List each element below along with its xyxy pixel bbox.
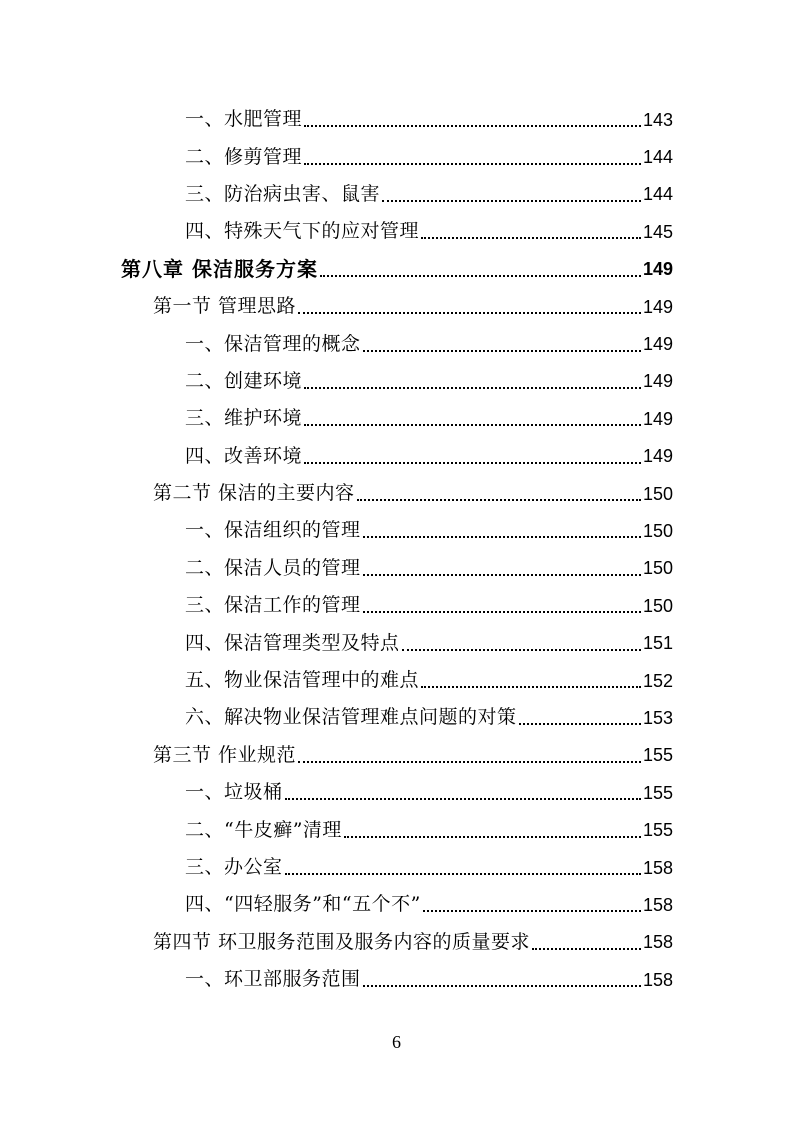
toc-entry-title: 一、垃圾桶: [185, 781, 283, 804]
toc-entry-title: 三、维护环境: [185, 407, 303, 430]
toc-entry-page: 153: [642, 707, 673, 728]
toc-entry-title: 一、保洁管理的概念: [185, 332, 361, 355]
toc-entry-page: 149: [642, 408, 673, 429]
dot-leader: [304, 368, 641, 389]
toc-entry-title: 五、物业保洁管理中的难点: [185, 669, 420, 692]
toc-section-title: 第三节 作业规范: [153, 743, 297, 766]
toc-entry-page: 158: [642, 857, 673, 878]
toc-entry-page: 145: [642, 221, 673, 242]
dot-leader: [519, 704, 641, 725]
toc-chapter-entry[interactable]: [0, 251, 673, 288]
dot-leader: [421, 667, 641, 688]
toc-entry-title: 一、水肥管理: [185, 108, 303, 131]
toc-entry[interactable]: [0, 400, 673, 437]
toc-entry-page: 155: [642, 782, 673, 803]
toc-entry[interactable]: [0, 811, 673, 848]
toc-entry-title: 一、环卫部服务范围: [185, 968, 361, 991]
dot-leader: [304, 144, 641, 165]
toc-entry-page: 151: [642, 633, 673, 654]
dot-leader: [285, 779, 641, 800]
toc-entry[interactable]: [0, 886, 673, 923]
toc-entry-title: 二、修剪管理: [185, 145, 303, 168]
toc-entry[interactable]: [0, 961, 673, 998]
toc-entry[interactable]: [0, 550, 673, 587]
dot-leader: [402, 630, 641, 651]
dot-leader: [363, 517, 641, 538]
toc-entry-title: 二、保洁人员的管理: [185, 556, 361, 579]
toc-entry[interactable]: [0, 138, 673, 175]
toc-entry-title: 四、改善环境: [185, 444, 303, 467]
toc-chapter-title: 第八章 保洁服务方案: [121, 257, 318, 282]
toc-entry-page: 149: [642, 371, 673, 392]
dot-leader: [344, 817, 641, 838]
toc-entry-title: 三、保洁工作的管理: [185, 594, 361, 617]
toc-section-entry[interactable]: [0, 288, 673, 325]
dot-leader: [304, 405, 641, 426]
page-number: 6: [392, 1032, 401, 1052]
dot-leader: [363, 555, 641, 576]
toc-entry[interactable]: [0, 438, 673, 475]
toc-entry-page: 149: [642, 259, 673, 280]
toc-entry-title: 六、解决物业保洁管理难点问题的对策: [185, 706, 517, 729]
toc-section-entry[interactable]: [0, 737, 673, 774]
dot-leader: [423, 891, 641, 912]
toc-entry-page: 158: [642, 932, 673, 953]
toc-entry-page: 144: [642, 184, 673, 205]
toc-entry-page: 158: [642, 969, 673, 990]
dot-leader: [285, 854, 641, 875]
toc-entry[interactable]: [0, 662, 673, 699]
dot-leader: [298, 293, 641, 314]
toc-entry-page: 149: [642, 296, 673, 317]
dot-leader: [304, 106, 641, 127]
dot-leader: [382, 181, 641, 202]
dot-leader: [532, 929, 641, 950]
toc-entry[interactable]: [0, 587, 673, 624]
toc-entry-page: 143: [642, 109, 673, 130]
toc-entry-title: 四、保洁管理类型及特点: [185, 631, 400, 654]
toc-entry-page: 158: [642, 894, 673, 915]
dot-leader: [363, 592, 641, 613]
dot-leader: [320, 256, 641, 277]
toc-section-entry[interactable]: [0, 475, 673, 512]
dot-leader: [363, 331, 641, 352]
toc-entry[interactable]: [0, 624, 673, 661]
toc-entry[interactable]: [0, 101, 673, 138]
toc-entry-page: 144: [642, 147, 673, 168]
dot-leader: [298, 742, 641, 763]
toc-entry-title: 三、办公室: [185, 856, 283, 878]
dot-leader: [363, 966, 641, 987]
toc-entry-page: 152: [642, 670, 673, 691]
toc-entry-page: 149: [642, 334, 673, 355]
toc-entry-page: 150: [642, 483, 673, 504]
toc-entry-page: 149: [642, 446, 673, 467]
toc-entry-title: 二、创建环境: [185, 369, 303, 392]
dot-leader: [304, 443, 641, 464]
toc-entry[interactable]: [0, 363, 673, 400]
toc-entry[interactable]: [0, 325, 673, 362]
toc-entry-page: 150: [642, 520, 673, 541]
toc-entry-title: 四、“四轻服务”和“五个不”: [185, 893, 421, 916]
toc-section-title: 第四节 环卫服务范围及服务内容的质量要求: [153, 930, 531, 953]
toc-entry[interactable]: [0, 176, 673, 213]
toc-entry-title: 一、保洁组织的管理: [185, 519, 361, 542]
toc-entry-page: 155: [642, 745, 673, 766]
toc-section-entry[interactable]: [0, 924, 673, 961]
toc-entry[interactable]: [0, 774, 673, 811]
toc-entry[interactable]: [0, 699, 673, 736]
dot-leader: [357, 480, 641, 501]
toc-entry-page: 150: [642, 558, 673, 579]
toc-section-title: 第二节 保洁的主要内容: [153, 482, 355, 505]
dot-leader: [421, 218, 641, 239]
toc-entry-page: 150: [642, 595, 673, 616]
table-of-contents: [0, 101, 793, 998]
toc-section-title: 第一节 管理思路: [153, 295, 297, 318]
toc-entry-page: 155: [642, 820, 673, 841]
toc-entry-title: 四、特殊天气下的应对管理: [185, 220, 420, 243]
toc-entry-title: 三、防治病虫害、鼠害: [185, 182, 381, 205]
toc-entry[interactable]: [0, 512, 673, 549]
toc-entry[interactable]: [0, 213, 673, 250]
toc-entry-title: 二、“牛皮癣”清理: [185, 818, 342, 841]
toc-entry[interactable]: [0, 849, 673, 886]
